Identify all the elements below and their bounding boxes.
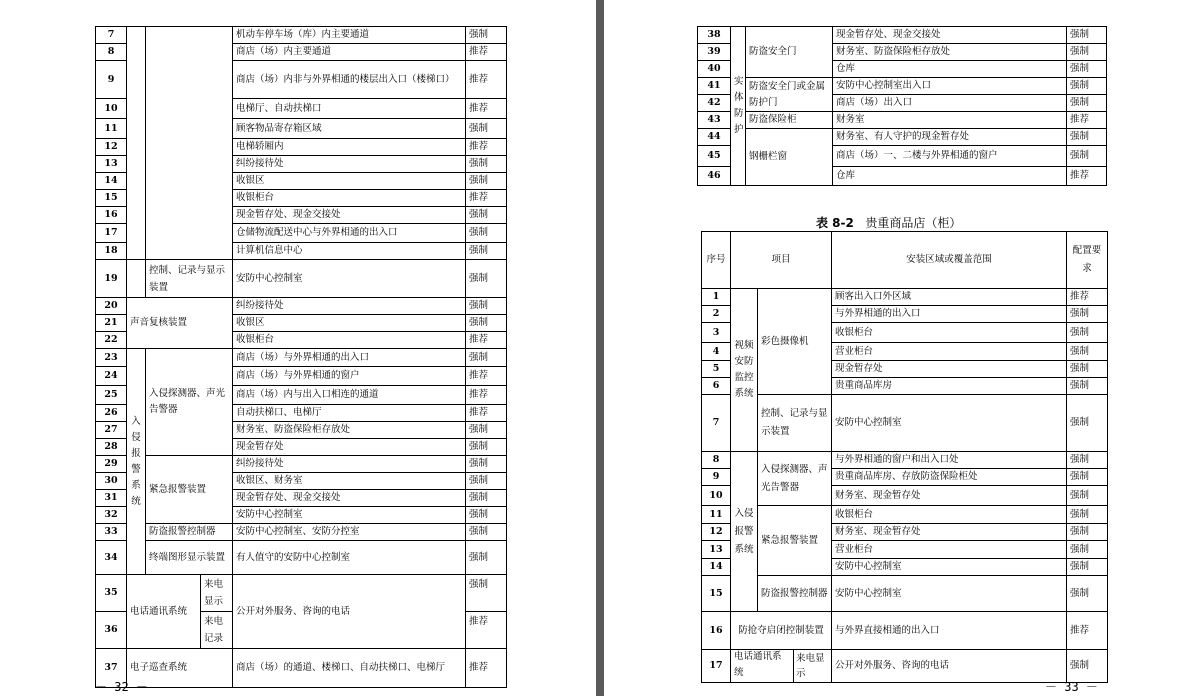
requirement: 强制 — [1067, 541, 1108, 559]
requirement: 强制 — [1067, 486, 1108, 506]
requirement: 强制 — [466, 207, 507, 224]
install-area: 财务室 — [833, 112, 1067, 129]
requirement: 强制 — [466, 224, 507, 243]
table-row — [702, 506, 1108, 524]
item-control-record: 控制、记录与显示装置 — [758, 395, 832, 452]
row-number: 30 — [96, 473, 127, 490]
header-area: 安装区域或覆盖范围 — [832, 232, 1067, 289]
requirement: 强制 — [466, 156, 507, 173]
install-area: 贵重商品库房 — [832, 378, 1067, 395]
row-number: 13 — [702, 541, 731, 559]
install-area: 仓储物流配送中心与外界相通的出入口 — [233, 224, 466, 243]
row-number: 12 — [702, 524, 731, 541]
table-row — [702, 576, 1108, 612]
row-number: 31 — [96, 490, 127, 507]
item-physical-protection: 实体防护 — [731, 27, 746, 186]
page-gutter — [596, 0, 604, 696]
row-number: 24 — [96, 367, 127, 386]
requirement: 推荐 — [466, 44, 507, 61]
row-number: 16 — [96, 207, 127, 224]
install-area: 商店（场）内非与外界相通的楼层出入口（楼梯口） — [233, 61, 466, 99]
table-row — [702, 612, 1108, 650]
requirement: 强制 — [466, 490, 507, 507]
row-number: 7 — [96, 27, 127, 44]
install-area: 顾客出入口外区域 — [832, 289, 1067, 306]
install-area: 纠纷接待处 — [233, 298, 466, 315]
install-area: 有人值守的安防中心控制室 — [233, 541, 466, 575]
row-number: 5 — [702, 361, 731, 378]
install-area: 财务室、现金暂存处 — [832, 524, 1067, 541]
item-video-system: 视频安防监控系统 — [731, 289, 758, 452]
requirement: 强制 — [466, 575, 507, 612]
table-row — [96, 260, 507, 298]
requirement: 强制 — [1067, 27, 1107, 44]
item-audio-review: 声音复核装置 — [127, 298, 233, 349]
requirement: 推荐 — [466, 367, 507, 386]
row-number: 11 — [702, 506, 731, 524]
install-area: 安防中心控制室、安防分控室 — [233, 524, 466, 541]
right-top-table — [697, 26, 1107, 186]
item-security-door-metal: 防盗安全门或金属防护门 — [746, 78, 833, 112]
row-number: 40 — [698, 61, 731, 78]
requirement: 强制 — [466, 173, 507, 190]
phone-cell — [731, 650, 832, 683]
requirement: 强制 — [1067, 95, 1107, 112]
table-row — [698, 27, 1107, 44]
table-row — [96, 649, 507, 688]
item-control-record: 控制、记录与显示装置 — [146, 260, 233, 298]
table-row — [698, 78, 1107, 95]
item-emergency-alarm: 紧急报警装置 — [758, 506, 832, 576]
item-caller-id: 来电显示 — [793, 650, 831, 682]
install-area: 与外界相通的出入口 — [832, 306, 1067, 323]
requirement: 强制 — [1067, 452, 1108, 469]
requirement: 强制 — [1067, 469, 1108, 486]
row-number: 2 — [702, 306, 731, 323]
row-number: 18 — [96, 243, 127, 260]
row-number: 38 — [698, 27, 731, 44]
table-caption — [816, 214, 961, 231]
install-area: 仓库 — [833, 61, 1067, 78]
install-area: 收银柜台 — [832, 506, 1067, 524]
row-number: 8 — [96, 44, 127, 61]
install-area: 商店（场）内主要通道 — [233, 44, 466, 61]
install-area: 安防中心控制室 — [233, 507, 466, 524]
row-number: 1 — [702, 289, 731, 306]
install-area: 纠纷接待处 — [233, 456, 466, 473]
install-area: 顾客物品寄存箱区域 — [233, 119, 466, 139]
item-safe: 防盗保险柜 — [746, 112, 833, 129]
install-area: 安防中心控制室 — [832, 576, 1067, 612]
install-area: 电梯轿厢内 — [233, 139, 466, 156]
item-steel-window: 钢栅栏窗 — [746, 129, 833, 186]
item-caller-id: 来电显示 — [201, 575, 233, 612]
table-row — [702, 395, 1108, 452]
page-number: － 33 － — [1045, 680, 1098, 694]
requirement: 推荐 — [466, 61, 507, 99]
requirement: 推荐 — [466, 99, 507, 119]
header-item: 项目 — [731, 232, 832, 289]
row-number: 13 — [96, 156, 127, 173]
table-row — [96, 524, 507, 541]
row-number: 14 — [702, 559, 731, 576]
table-row — [96, 27, 507, 44]
table-row — [698, 129, 1107, 146]
requirement: 强制 — [1067, 524, 1108, 541]
row-number: 32 — [96, 507, 127, 524]
row-number: 17 — [96, 224, 127, 243]
install-area: 公开对外服务、咨询的电话 — [233, 575, 466, 649]
requirement: 强制 — [466, 507, 507, 524]
row-number: 41 — [698, 78, 731, 95]
requirement: 强制 — [1067, 44, 1107, 61]
install-area: 商店（场）的通道、楼梯口、自动扶梯口、电梯厅 — [233, 649, 466, 688]
row-number: 12 — [96, 139, 127, 156]
requirement: 强制 — [1067, 146, 1107, 167]
row-number: 14 — [96, 173, 127, 190]
install-area: 收银区 — [233, 315, 466, 332]
item-anti-theft-controller: 防盗报警控制器 — [758, 576, 832, 612]
row-number: 46 — [698, 167, 731, 186]
requirement: 强制 — [466, 349, 507, 367]
table-caption-title: 贵重商品店（柜） — [865, 216, 962, 230]
blank-cell — [127, 260, 146, 298]
requirement: 强制 — [1067, 343, 1108, 361]
requirement: 强制 — [1067, 323, 1108, 343]
install-area: 现金暂存处、现金交接处 — [233, 207, 466, 224]
blank-cell — [146, 27, 233, 260]
row-number: 9 — [702, 469, 731, 486]
item-intrusion-detector: 入侵探测器、声光告警器 — [758, 452, 832, 506]
page-number: － 32 － — [95, 680, 148, 694]
install-area: 收银柜台 — [233, 190, 466, 207]
install-area: 财务室、防盗保险柜存放处 — [233, 422, 466, 439]
requirement: 强制 — [466, 298, 507, 315]
install-area: 现金暂存处 — [233, 439, 466, 456]
table-caption-number: 表 8-2 — [816, 216, 854, 230]
requirement: 强制 — [1067, 559, 1108, 576]
row-number: 42 — [698, 95, 731, 112]
install-area: 安防中心控制室 — [832, 559, 1067, 576]
row-number: 28 — [96, 439, 127, 456]
table-row — [96, 298, 507, 315]
row-number: 27 — [96, 422, 127, 439]
install-area: 电梯厅、自动扶梯口 — [233, 99, 466, 119]
requirement: 强制 — [466, 260, 507, 298]
install-area: 现金暂存处、现金交接处 — [833, 27, 1067, 44]
requirement: 推荐 — [1067, 612, 1108, 650]
install-area: 商店（场）内与出入口相连的通道 — [233, 386, 466, 405]
row-number: 4 — [702, 343, 731, 361]
install-area: 安防中心控制室 — [832, 395, 1067, 452]
table-row — [698, 112, 1107, 129]
install-area: 现金暂存处、现金交接处 — [233, 490, 466, 507]
install-area: 收银区、财务室 — [233, 473, 466, 490]
install-area: 安防中心控制室 — [233, 260, 466, 298]
item-robbery-door-control: 防抢夺启闭控制装置 — [731, 612, 832, 650]
row-number: 43 — [698, 112, 731, 129]
requirement: 强制 — [466, 119, 507, 139]
install-area: 商店（场）与外界相通的出入口 — [233, 349, 466, 367]
table-row — [702, 289, 1108, 306]
row-number: 26 — [96, 405, 127, 422]
left-table — [95, 26, 507, 688]
install-area: 营业柜台 — [832, 541, 1067, 559]
requirement: 推荐 — [1067, 289, 1108, 306]
item-security-door: 防盗安全门 — [746, 27, 833, 78]
requirement: 强制 — [1067, 129, 1107, 146]
item-color-camera: 彩色摄像机 — [758, 289, 832, 395]
row-number: 36 — [96, 612, 127, 649]
install-area: 商店（场）一、二楼与外界相通的窗户 — [833, 146, 1067, 167]
blank-cell — [127, 27, 146, 260]
header-requirement: 配置要求 — [1067, 232, 1108, 289]
install-area: 纠纷接待处 — [233, 156, 466, 173]
requirement: 推荐 — [1067, 112, 1107, 129]
requirement: 推荐 — [466, 139, 507, 156]
requirement: 强制 — [1067, 650, 1108, 683]
install-area: 与外界相通的窗户和出入口处 — [832, 452, 1067, 469]
requirement: 强制 — [466, 473, 507, 490]
install-area: 自动扶梯口、电梯厅 — [233, 405, 466, 422]
requirement: 推荐 — [466, 190, 507, 207]
requirement: 强制 — [466, 422, 507, 439]
page-left — [0, 0, 596, 696]
requirement: 强制 — [1067, 61, 1107, 78]
requirement: 强制 — [466, 243, 507, 260]
row-number: 7 — [702, 395, 731, 452]
row-number: 8 — [702, 452, 731, 469]
requirement: 强制 — [1067, 506, 1108, 524]
install-area: 机动车停车场（库）内主要通道 — [233, 27, 466, 44]
install-area: 营业柜台 — [832, 343, 1067, 361]
item-intrusion-system: 入侵报警系统 — [731, 452, 758, 612]
row-number: 22 — [96, 332, 127, 349]
header-number: 序号 — [702, 232, 731, 289]
row-number: 37 — [96, 649, 127, 688]
install-area: 商店（场）出入口 — [833, 95, 1067, 112]
install-area: 收银区 — [233, 173, 466, 190]
item-call-record: 来电记录 — [201, 612, 233, 649]
right-main-table — [701, 231, 1108, 683]
row-number: 45 — [698, 146, 731, 167]
row-number: 10 — [96, 99, 127, 119]
item-emergency-alarm: 紧急报警装置 — [146, 456, 233, 524]
requirement: 强制 — [1067, 576, 1108, 612]
item-patrol-system: 电子巡查系统 — [127, 649, 233, 688]
requirement: 强制 — [1067, 78, 1107, 95]
row-number: 29 — [96, 456, 127, 473]
requirement: 强制 — [466, 456, 507, 473]
row-number: 39 — [698, 44, 731, 61]
requirement: 强制 — [1067, 378, 1108, 395]
item-anti-theft-controller: 防盗报警控制器 — [146, 524, 233, 541]
requirement: 强制 — [466, 541, 507, 575]
requirement: 强制 — [1067, 361, 1108, 378]
install-area: 收银柜台 — [233, 332, 466, 349]
item-phone-system: 电话通讯系统 — [127, 575, 201, 649]
row-number: 3 — [702, 323, 731, 343]
row-number: 21 — [96, 315, 127, 332]
requirement: 强制 — [466, 524, 507, 541]
install-area: 与外界直接相通的出入口 — [832, 612, 1067, 650]
row-number: 34 — [96, 541, 127, 575]
install-area: 公开对外服务、咨询的电话 — [832, 650, 1067, 683]
requirement: 强制 — [466, 439, 507, 456]
row-number: 23 — [96, 349, 127, 367]
row-number: 16 — [702, 612, 731, 650]
item-intrusion-system: 入侵报警系统 — [127, 349, 146, 575]
table-row — [96, 456, 507, 473]
requirement: 推荐 — [466, 405, 507, 422]
requirement: 强制 — [466, 27, 507, 44]
row-number: 19 — [96, 260, 127, 298]
row-number: 33 — [96, 524, 127, 541]
row-number: 11 — [96, 119, 127, 139]
requirement: 推荐 — [466, 332, 507, 349]
page-right — [604, 0, 1196, 696]
table-row — [96, 541, 507, 575]
item-terminal-display: 终端图形显示装置 — [146, 541, 233, 575]
requirement: 推荐 — [466, 649, 507, 688]
install-area: 财务室、有人守护的现金暂存处 — [833, 129, 1067, 146]
install-area: 安防中心控制室出入口 — [833, 78, 1067, 95]
install-area: 仓库 — [833, 167, 1067, 186]
item-phone-system: 电话通讯系统 — [734, 651, 782, 678]
row-number: 44 — [698, 129, 731, 146]
row-number: 10 — [702, 486, 731, 506]
install-area: 现金暂存处 — [832, 361, 1067, 378]
row-number: 15 — [702, 576, 731, 612]
install-area: 贵重商品库房、存放防盗保险柜处 — [832, 469, 1067, 486]
table-row — [96, 349, 507, 367]
row-number: 17 — [702, 650, 731, 683]
requirement: 强制 — [1067, 395, 1108, 452]
item-intrusion-detector: 入侵探测器、声光告警器 — [146, 349, 233, 456]
install-area: 收银柜台 — [832, 323, 1067, 343]
install-area: 财务室、防盗保险柜存放处 — [833, 44, 1067, 61]
requirement: 推荐 — [466, 612, 507, 649]
requirement: 推荐 — [466, 386, 507, 405]
row-number: 15 — [96, 190, 127, 207]
row-number: 20 — [96, 298, 127, 315]
table-header-row — [702, 232, 1108, 289]
install-area: 计算机信息中心 — [233, 243, 466, 260]
table-row — [96, 575, 507, 612]
row-number: 35 — [96, 575, 127, 612]
install-area: 商店（场）与外界相通的窗户 — [233, 367, 466, 386]
install-area: 财务室、现金暂存处 — [832, 486, 1067, 506]
requirement: 强制 — [1067, 306, 1108, 323]
table-row — [702, 452, 1108, 469]
requirement: 强制 — [466, 315, 507, 332]
row-number: 25 — [96, 386, 127, 405]
row-number: 6 — [702, 378, 731, 395]
row-number: 9 — [96, 61, 127, 99]
requirement: 推荐 — [1067, 167, 1107, 186]
